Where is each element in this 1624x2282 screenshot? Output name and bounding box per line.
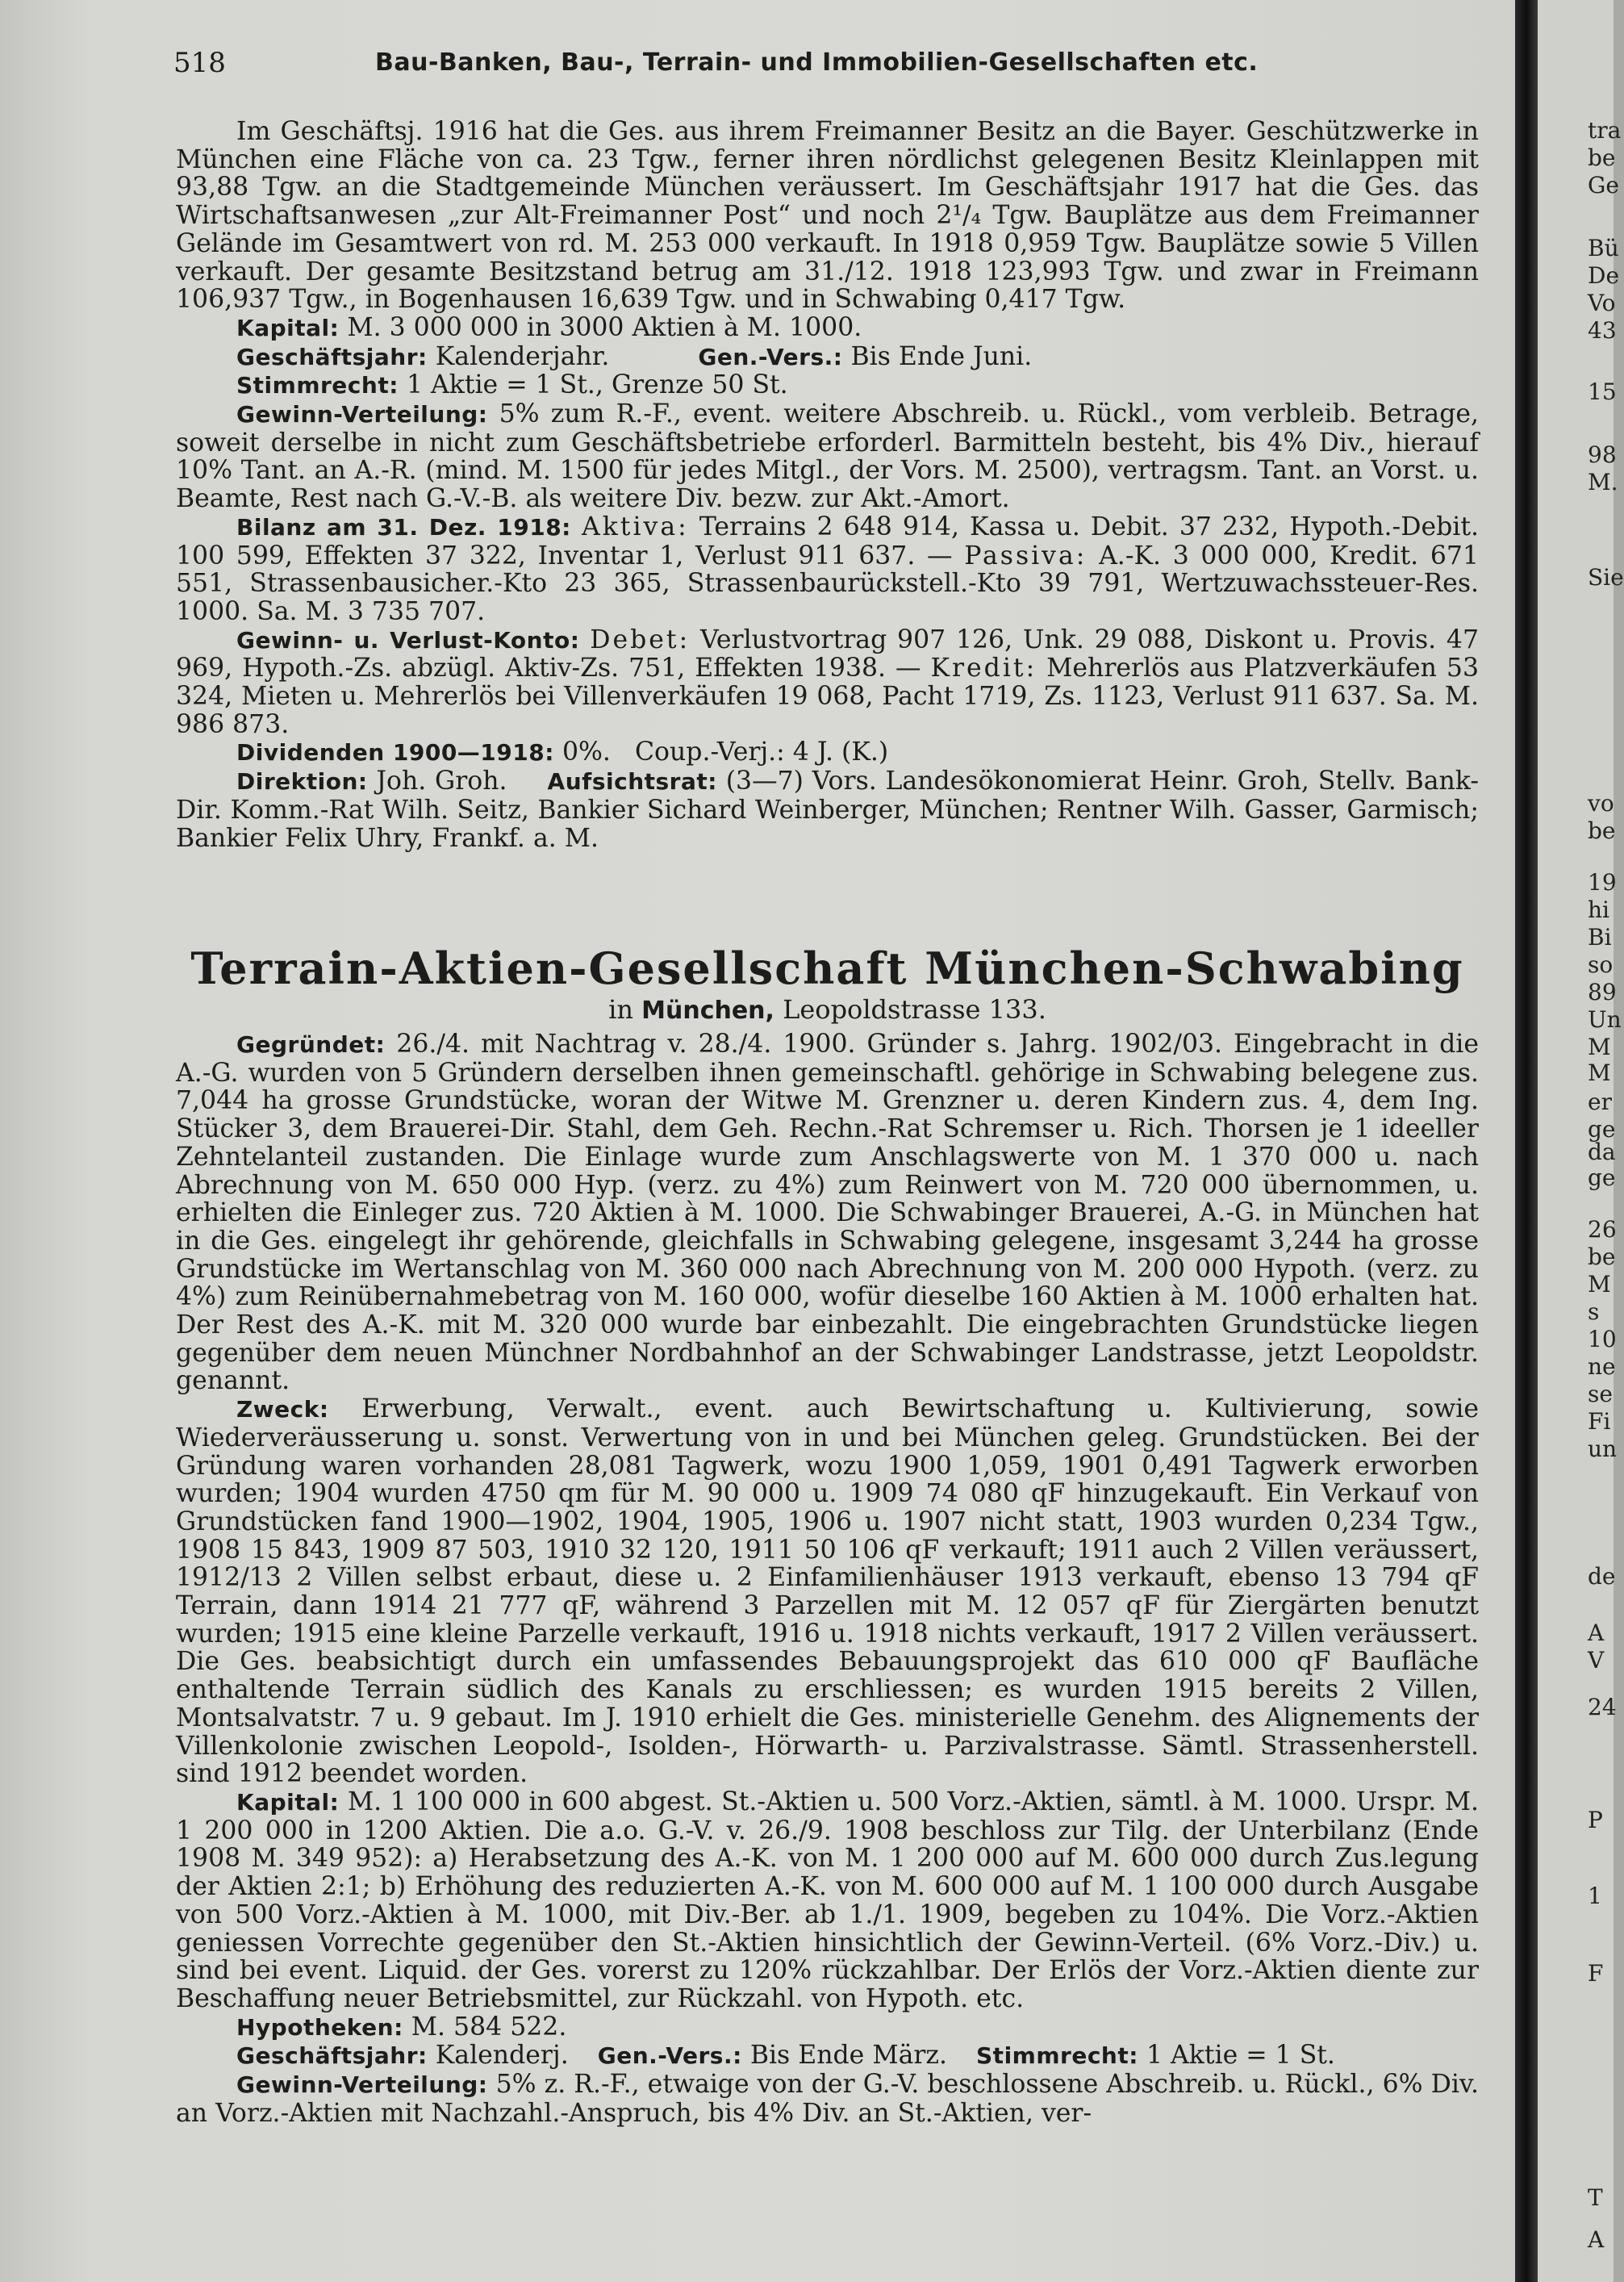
edge-fragment: A (1588, 2226, 1605, 2253)
edge-fragment: 15 (1588, 378, 1617, 405)
edge-fragment: 98 (1588, 441, 1617, 468)
div-label: Dividenden 1900—1918: (236, 739, 554, 767)
gj-label: Geschäftsjahr: (236, 2042, 428, 2070)
debet-label: Debet: (590, 625, 691, 654)
edge-fragment: er (1588, 1089, 1612, 1115)
kapital-label: Kapital: (236, 314, 340, 341)
aufsichtsrat-label: Aufsichtsrat: (547, 768, 717, 796)
gj-value: Kalenderjahr. (435, 341, 610, 371)
aktiva-label: Aktiva: (581, 512, 689, 541)
gegruendet-label: Gegründet: (236, 1031, 386, 1058)
edge-fragment: da (1588, 1139, 1616, 1165)
passiva-value: A.-K. 3 000 000, Kredit. 671 551, Strassenbausicher.-Kto 23 365, Strassenbaurückstell.-Kto 39 791, Wertzuwachssteuer-Res. 1000. Sa. M. 3 735 707. (176, 541, 1480, 626)
edge-fragment: be (1588, 817, 1616, 844)
direktion-value: Joh. Groh. (376, 767, 507, 796)
gewinn-value: 5% zum R.-F., event. weitere Abschreib. u. Rückl., vom verbleib. Betrage, soweit derselbe in nicht zum Geschäftsbetriebe erforderl. Barmitteln besteht, bis 4% Div., hierauf 10% Tant. an A.-R. (mind. M. 1500 für jedes Mitgl., der Vors. M. 2500), vertragsm. Tant. an Vorst. u. Beamte, Rest nach G.-V.-B. als weitere Div. bezw. zur Akt.-Amort. (176, 399, 1480, 514)
company-location (176, 993, 1479, 1027)
edge-fragment: Ge (1588, 172, 1619, 199)
hypotheken-line (176, 2013, 1479, 2042)
edge-fragment: de (1588, 1563, 1616, 1590)
running-title: Bau-Banken, Bau-, Terrain- und Immobilien-Gesellschaften etc. (375, 48, 1259, 77)
company-entry-continued (176, 118, 1479, 852)
edge-fragment: tra (1588, 117, 1622, 144)
gegruendet-value: 26./4. mit Nachtrag v. 28./4. 1900. Gründer s. Jahrg. 1902/03. Eingebracht in die A.-G. wurden von 5 Gründern derselben ihnen gemeinschaftl. gehörige in Schwabing belegene zus. 7,044 ha grosse Grundstücke, woran der Witwe M. Grenzner u. deren Kindern zus. 4, dem Ing. Stücker 3, dem Brauerei-Dir. Stahl, dem Geh. Rechn.-Rat Schremser u. Rich. Thorsen je 1 ideeller Zehntelanteil zustanden. Die Einlage wurde zum Anschlagswerte von M. 1 370 000 u. nach Abrechnung von M. 650 000 Hyp. (verz. zu 4%) zum Reinwert von M. 720 000 übernommen, u. erhielten die Einleger zus. 720 Aktien à M. 1000. Die Schwabinger Brauerei, A.-G. in München hat in die Ges. eingelegt ihr gehörende, gleichfalls in Schwabing gelegene, insgesamt 3,244 ha grosse Grundstücke im Wertanschlag von M. 360 000 nach Abrechnung von M. 200 000 Hypoth. (verz. zu 4%) zum Reinübernahmebetrag von M. 160 000, wofür dieselbe 160 Aktien à M. 1000 erhalten hat. Der Rest des A.-K. mit M. 320 000 wurde bar einbezahlt. Die eingebrachten Grundstücke liegen gegenüber dem neuen Münchner Nordbahnhof an der Schwabinger Landstrasse, jetzt Leopoldstr. genannt. (176, 1030, 1479, 1396)
gewinn-label: Gewinn-Verteilung: (236, 2071, 488, 2099)
company-title: Terrain-Aktien-Gesellschaft München-Schwabing (190, 942, 1464, 994)
edge-fragment: un (1588, 1436, 1618, 1462)
edge-fragment: V (1588, 1647, 1605, 1674)
dividenden-line (176, 738, 1479, 767)
gewinn-verteilung (176, 400, 1479, 513)
edge-fragment: M (1588, 1271, 1611, 1298)
edge-fragment: ge (1588, 1164, 1616, 1191)
edge-fragment: M (1588, 1060, 1611, 1086)
direktion-label: Direktion: (236, 768, 368, 796)
hypotheken-label: Hypotheken: (236, 2013, 403, 2041)
intro-paragraph: Im Geschäftsj. 1916 hat die Ges. aus ihrem Freimanner Besitz an die Bayer. Geschützwerke in München eine Fläche von ca. 23 Tgw., ferner ihren nördlichst gelegenen Besitz Kleinlappen mit 93,88 Tgw. an die Stadtgemeinde München veräussert. Im Geschäftsjahr 1917 hat die Ges. das Wirtschaftsanwesen „zur Alt-Freimanner Post“ und noch 2¹/₄ Tgw. Bauplätze aus dem Freimanner Gelände im Gesamtwert von rd. M. 253 000 verkauft. In 1918 0,959 Tgw. Bauplätze sowie 5 Villen verkauft. Der gesamte Besitzstand betrug am 31./12. 1918 123,993 Tgw. und zwar in Freimann 106,937 Tgw., in Bogenhausen 16,639 Tgw. und in Schwabing 0,417 Tgw. (176, 117, 1479, 315)
location-prefix: in (608, 994, 633, 1025)
edge-fragment: 89 (1588, 979, 1617, 1005)
edge-fragment: A (1588, 1620, 1605, 1646)
stimm-value: 1 Aktie = 1 St., Grenze 50 St. (406, 370, 788, 400)
gv-label: Gen.-Vers.: (698, 343, 843, 370)
edge-fragment: so (1588, 951, 1614, 978)
gv-label: Gen.-Vers.: (597, 2042, 742, 2070)
edge-fragment: s (1588, 1298, 1600, 1325)
edge-fragment: ge (1588, 1116, 1616, 1143)
debet-value: Verlustvortrag 907 126, Unk. 29 088, Diskont u. Provis. 47 969, Hypoth.-Zs. abzügl. Aktiv-Zs. 751, Effekten 1938. — (176, 625, 1480, 683)
edge-fragment: 19 (1588, 869, 1617, 896)
kapital-label: Kapital: (236, 1788, 340, 1816)
guv-label: Gewinn- u. Verlust-Konto: (236, 626, 580, 654)
gj-value: Kalenderj. (435, 2041, 569, 2071)
gj-label: Geschäftsjahr: (236, 343, 428, 370)
edge-fragment: Bi (1588, 924, 1612, 951)
edge-fragment: hi (1588, 896, 1609, 923)
kapital-value: M. 1 100 000 in 600 abgest. St.-Aktien u. 500 Vorz.-Aktien, sämtl. à M. 1000. Urspr. M. 1 200 000 in 1200 Aktien. Die a.o. G.-V. v. 26./9. 1908 beschloss zur Tilg. der Unterbilanz (Ende 1908 M. 349 952): a) Herabsetzung des A.-K. von M. 1 200 000 auf M. 600 000 durch Zus.legung der Aktien 2:1; b) Erhöhung des reduzierten A.-K. von M. 600 000 auf M. 1 100 000 durch Ausgabe von 500 Vorz.-Aktien à M. 1000, mit Div.-Ber. ab 1./1. 1909, begeben zu 104%. Die Vorz.-Aktien geniessen Vorrechte gegenüber den St.-Aktien hinsichtlich der Gewinn-Verteil. (6% Vorz.-Div.) u. sind bei event. Liquid. der Ges. vorerst zu 120% rückzahlbar. Der Erlös der Vorz.-Aktien diente zur Beschaffung neuer Betriebsmittel, zur Rückzahl. von Hypoth. etc. (176, 1787, 1479, 2013)
zweck-value: Erwerbung, Verwalt., event. auch Bewirtschaftung u. Kultivierung, sowie Wiederveräusserung u. sonst. Verwertung von in und bei München geleg. Grundstücken. Bei der Gründung waren vorhanden 28,081 Tagwerk, wozu 1900 1,059, 1901 0,491 Tagwerk erworben wurden; 1904 wurden 4750 qm für M. 90 000 u. 1909 74 080 qF hinzugekauft. Ein Verkauf von Grundstücken fand 1900—1902, 1904, 1905, 1906 u. 1907 nicht statt, 1903 wurden 0,234 Tgw., 1908 15 843, 1909 87 503, 1910 32 120, 1911 50 106 qF verkauft; 1911 auch 2 Villen veräussert, 1912/13 2 Villen selbst erbaut, diese u. 2 Einfamilienhäuser 1913 verkauft, ebenso 13 794 qF Terrain, dann 1914 21 777 qF, während 3 Parzellen mit M. 12 057 qF für Ziergärten benutzt wurden; 1915 eine kleine Parzelle verkauft, 1916 u. 1918 nichts verkauft, 1917 2 Villen veräussert. Die Ges. beabsichtigt durch ein umfassendes Bebauungsprojekt das 610 000 qF Baufläche enthaltende Terrain südlich des Kanals zu erschliessen; es wurden 1915 bereits 2 Villen, Montsalvatstr. 7 u. 9 gebaut. Im J. 1910 erhielt die Ges. ministerielle Genehm. des Alignements der Villenkolonie zwischen Leopold-, Isolden-, Hörwarth- u. Parzivalstrasse. Sämtl. Strassenherstell. sind 1912 beendet worden. (176, 1394, 1479, 1789)
edge-fragment: Sie (1588, 564, 1624, 591)
adjacent-page-edge (1538, 0, 1624, 2282)
stimm-value: 1 Aktie = 1 St. (1146, 2041, 1335, 2071)
coup-value: Coup.-Verj.: 4 J. (K.) (634, 738, 889, 767)
gv-value: Bis Ende Juni. (850, 341, 1033, 371)
stimm-label: Stimmrecht: (976, 2042, 1138, 2070)
hypotheken-value: M. 584 522. (411, 2012, 567, 2042)
edge-fragment: T (1588, 2184, 1603, 2211)
edge-fragment: 26 (1588, 1216, 1617, 1243)
kredit-label: Kredit: (930, 654, 1037, 683)
company-address: Leopoldstrasse 133. (783, 994, 1046, 1025)
div-value: 0%. (562, 738, 611, 767)
gewinn-verlust-konto (176, 626, 1479, 739)
edge-fragment: 1 (1588, 1883, 1602, 1909)
zweck-label: Zweck: (236, 1396, 329, 1423)
gewinn-label: Gewinn-Verteilung: (236, 401, 488, 428)
edge-fragment: be (1588, 1243, 1616, 1270)
bilanz-label: Bilanz am 31. Dez. 1918: (236, 513, 571, 541)
book-gutter (1515, 0, 1538, 2282)
edge-fragment: F (1588, 1960, 1604, 1987)
edge-fragment: ne (1588, 1353, 1616, 1380)
gv-value: Bis Ende März. (749, 2041, 948, 2071)
stimm-label: Stimmrecht: (236, 372, 399, 399)
edge-fragment: Vo (1588, 290, 1616, 316)
kapital-value: M. 3 000 000 in 3000 Aktien à M. 1000. (347, 312, 862, 342)
gewinn-value: 5% z. R.-F., etwaige von der G.-V. beschlossene Abschreib. u. Rückl., 6% Div. an Vorz.-Aktien mit Nachzahl.-Anspruch, bis 4% Div. an St.-Aktien, ver- (176, 2070, 1479, 2128)
gewinn-verteilung (176, 2071, 1479, 2127)
edge-fragment: 43 (1588, 317, 1617, 344)
kapital-line (176, 314, 1479, 343)
gegruendet-paragraph (176, 1030, 1479, 1395)
page-number: 518 (173, 47, 226, 79)
edge-fragment: vo (1588, 790, 1614, 817)
edge-fragment: 24 (1588, 1694, 1617, 1720)
kapital-paragraph (176, 1788, 1479, 2013)
company-city: München, (641, 997, 774, 1025)
edge-fragment: De (1588, 262, 1620, 289)
kredit-value: Mehrerlös aus Platzverkäufen 53 324, Mieten u. Mehrerlös bei Villenverkäufen 19 068, Pacht 1719, Zs. 1123, Verlust 911 637. Sa. M. 986 873. (176, 654, 1480, 739)
direktion-line (176, 767, 1479, 852)
edge-fragment: M. (1588, 469, 1618, 495)
geschaeftsjahr-line (176, 343, 1479, 372)
aktiva-value: Terrains 2 648 914, Kassa u. Debit. 37 232, Hypoth.-Debit. 100 599, Effekten 37 322, Inventar 1, Verlust 911 637. — (176, 512, 1479, 570)
gj-gv-stimm-line (176, 2042, 1479, 2071)
stimmrecht-line (176, 371, 1479, 400)
aufsichtsrat-value: (3—7) Vors. Landesökonomierat Heinr. Groh, Stellv. Bank-Dir. Komm.-Rat Wilh. Seitz, Bankier Sichard Weinberger, München; Rentner Wilh. Gasser, Garmisch; Bankier Felix Uhry, Frankf. a. M. (176, 767, 1479, 853)
passiva-label: Passiva: (964, 541, 1088, 570)
edge-fragment: Un (1588, 1006, 1622, 1033)
company-entry (176, 1030, 1479, 2127)
edge-fragment: be (1588, 144, 1616, 171)
edge-fragment: se (1588, 1381, 1613, 1407)
edge-fragment: P (1588, 1807, 1603, 1833)
edge-fragment: M (1588, 1034, 1611, 1060)
edge-fragment: 10 (1588, 1326, 1617, 1352)
edge-fragment: Bü (1588, 235, 1619, 261)
bilanz (176, 513, 1479, 626)
zweck-paragraph (176, 1395, 1479, 1788)
edge-fragment: Fi (1588, 1408, 1611, 1435)
